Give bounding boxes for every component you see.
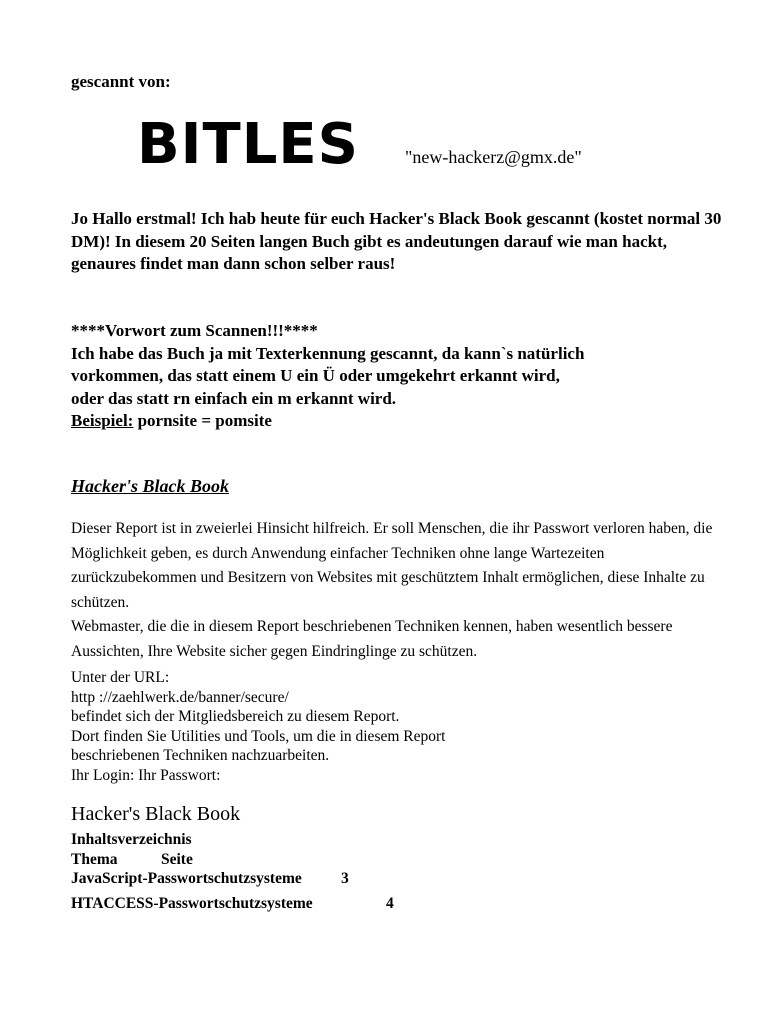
members-line: befindet sich der Mitgliedsbereich zu diesem Report.	[71, 708, 400, 725]
url-label: Unter der URL:	[71, 669, 170, 686]
toc-col-theme: Thema	[71, 850, 118, 868]
intro-paragraph: Jo Hallo erstmal! Ich hab heute für euch Hacker's Black Book gescannt (kostet normal 30 DM)! In diesem 20 Seiten langen Buch gibt es andeutungen darauf wie man hackt, genaures findet man dann schon selber raus!	[71, 209, 722, 273]
foreword-line-1: Ich habe das Buch ja mit Texterkennung gescannt, da kann`s natürlich	[71, 343, 585, 363]
brand-row	[137, 112, 582, 177]
table-of-contents	[71, 830, 731, 913]
url-block	[71, 668, 721, 785]
section-title: Hacker's Black Book	[71, 476, 229, 496]
login-row	[71, 766, 721, 786]
example-label: Beispiel:	[71, 411, 134, 430]
report-paragraph-2: Webmaster, die die in diesem Report beschriebenen Techniken kennen, haben wesentlich bessere Aussichten, Ihre Website sicher gegen Eindringlinge zu schützen.	[71, 618, 673, 660]
toc-col-page: Seite	[161, 850, 193, 868]
scanned-by-label: gescannt von:	[71, 72, 171, 91]
toc-entry-page: 4	[386, 894, 394, 912]
toc-subtitle-row	[71, 830, 731, 850]
toc-entry-page: 3	[341, 870, 349, 887]
report-text	[71, 517, 721, 664]
toc-entry	[71, 894, 731, 914]
toc-header-row	[71, 850, 731, 870]
brand-title: BITLES	[137, 112, 359, 177]
password-label: Ihr Passwort:	[138, 766, 221, 784]
report-paragraph-1: Dieser Report ist in zweierlei Hinsicht hilfreich. Er soll Menschen, die ihr Passwort verloren haben, die Möglichkeit geben, es durch Anwendung einfacher Techniken ohne lange Wartezeiten zurückzubekommen und Besitzern von Websites mit geschütztem Inhalt ermöglichen, diese Inhalte zu schützen.	[71, 520, 713, 611]
toc-entry	[71, 869, 731, 889]
foreword-title: ****Vorwort zum Scannen!!!****	[71, 321, 318, 340]
example-line	[71, 410, 731, 433]
report-url: http ://zaehlwerk.de/banner/secure/	[71, 688, 289, 706]
tools-line-1: Dort finden Sie Utilities und Tools, um die in diesem Report	[71, 727, 446, 745]
foreword-block	[71, 320, 731, 433]
toc-entry-name: JavaScript-Passwortschutzsysteme	[71, 870, 302, 887]
foreword-line-2: vorkommen, das statt einem U ein Ü oder umgekehrt erkannt wird,	[71, 366, 560, 385]
foreword-line-3: oder das statt rn einfach ein m erkannt wird.	[71, 388, 397, 408]
example-text: pornsite = pomsite	[133, 411, 272, 430]
tools-line-2: beschriebenen Techniken nachzuarbeiten.	[71, 747, 330, 764]
login-label: Ihr Login:	[71, 766, 135, 784]
toc-entry-name: HTACCESS-Passwortschutzsysteme	[71, 894, 313, 912]
contact-email: "new-hackerz@gmx.de"	[405, 147, 582, 167]
toc-title: Hacker's Black Book	[71, 803, 241, 825]
toc-subtitle: Inhaltsverzeichnis	[71, 831, 192, 848]
